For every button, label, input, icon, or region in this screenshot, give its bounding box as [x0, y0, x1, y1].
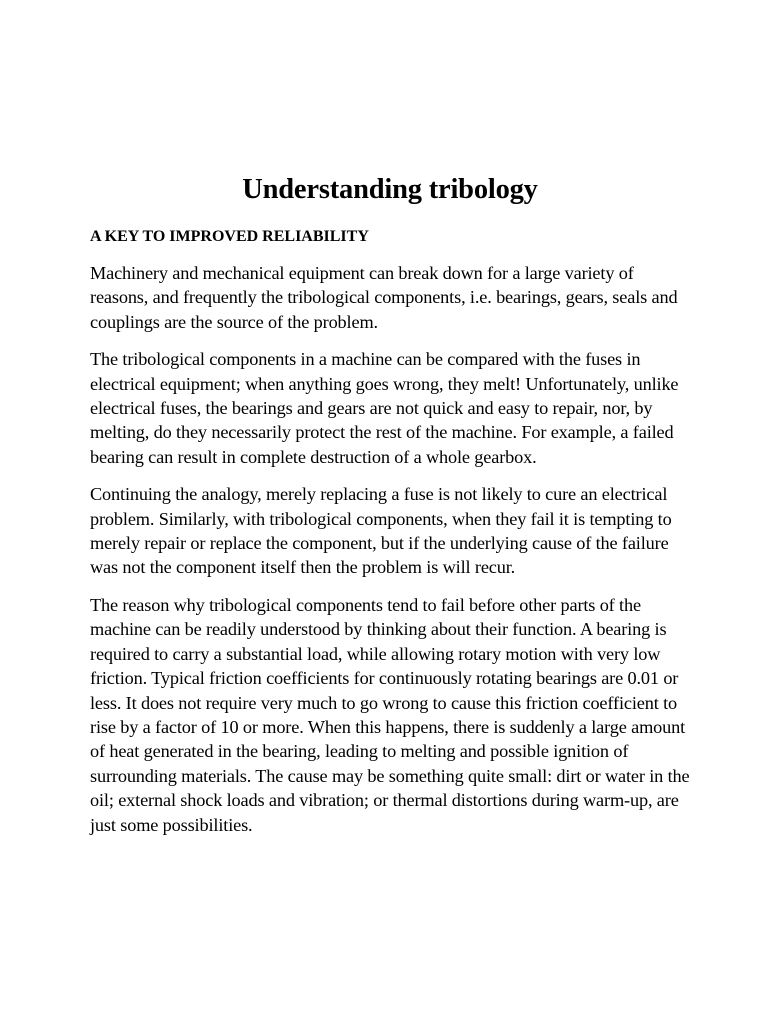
paragraph-3: Continuing the analogy, merely replacing a fuse is not likely to cure an electrical problem. Similarly, with tribological components, when they fail it is tempting to merely repair or replace the component, but if the underlying cause of the failure was not the component itself then the problem is will recur.: [90, 484, 672, 578]
document-page: [90, 170, 690, 837]
document-subtitle: A KEY TO IMPROVED RELIABILITY: [90, 228, 369, 245]
paragraph-4: The reason why tribological components tend to fail before other parts of the machine can be readily understood by thinking about their function. A bearing is required to carry a substantial load, while allowing rotary motion with very low friction. Typical friction coefficients for continuously rotating bearings are 0.01 or less. It does not require very much to go wrong to cause this friction coefficient to rise by a factor of 10 or more. When this happens, there is suddenly a large amount of heat generated in the bearing, leading to melting and possible ignition of surrounding materials. The cause may be something quite small: dirt or water in the oil; external shock loads and vibration; or thermal distortions during warm-up, are just some possibilities.: [90, 594, 690, 835]
document-title: Understanding tribology: [242, 174, 538, 205]
paragraph-2: The tribological components in a machine can be compared with the fuses in electrical equipment; when anything goes wrong, they melt! Unfortunately, unlike electrical fuses, the bearings and gears are not quick and easy to repair, nor, by melting, do they necessarily protect the rest of the machine. For example, a failed bearing can result in complete destruction of a whole gearbox.: [90, 349, 679, 467]
paragraph-1: Machinery and mechanical equipment can break down for a large variety of reasons, and frequently the tribological components, i.e. bearings, gears, seals and couplings are the source of the problem.: [90, 263, 678, 332]
